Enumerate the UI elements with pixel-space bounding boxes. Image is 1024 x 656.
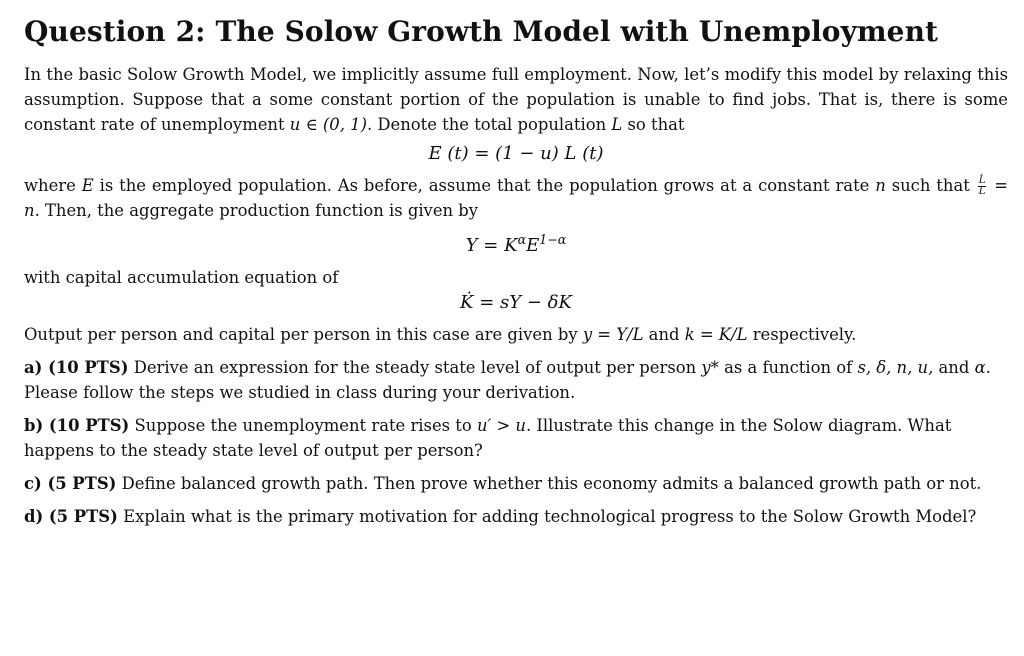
intro-text-1: In the basic Solow Growth Model, we implicitly assume full employment. Now, let’s modify this model by relaxing this assumption. Suppose that a some constant portion of the population is unable to find jobs. That is, there is some constant rate of unemployment <box>24 65 1008 134</box>
output-text-respectively: respectively. <box>752 325 857 344</box>
unemployment-rate-domain: u ∈ (0, 1) <box>289 115 367 134</box>
fraction-denominator: L <box>978 186 986 197</box>
question-title: Question 2: The Solow Growth Model with Unemployment <box>24 15 939 48</box>
capital-accumulation-intro: with capital accumulation equation of <box>24 268 339 287</box>
employment-equation <box>24 141 1008 167</box>
question-a-var-alpha: α <box>974 358 986 377</box>
question-a <box>24 355 1008 405</box>
capital-equation-text: K̇ = sY − δK <box>460 292 572 313</box>
population-growth-paragraph <box>24 173 1008 223</box>
growth-fraction <box>978 176 987 197</box>
question-b-text-1: Suppose the unemployment rate rises to <box>134 416 472 435</box>
intro-paragraph <box>24 62 1008 137</box>
question-b <box>24 413 1008 463</box>
question-a-text-1: Derive an expression for the steady state level of output per person <box>133 358 697 377</box>
output-text-1: Output per person and capital per person in this case are given by <box>24 325 578 344</box>
question-d <box>24 504 1008 529</box>
text-where: where <box>24 176 76 195</box>
output-per-person-def: y = Y/L <box>582 325 644 344</box>
intro-text-2: . Denote the total population <box>366 115 607 134</box>
question-d-label: d) (5 PTS) <box>24 507 118 526</box>
question-a-label: a) (10 PTS) <box>24 358 129 377</box>
question-a-text-3: and <box>938 358 970 377</box>
question-c-label: c) (5 PTS) <box>24 474 117 493</box>
population-var: L <box>611 115 623 134</box>
employment-equation-text: E (t) = (1 − u) L (t) <box>428 143 604 164</box>
question-b-var: u′ > u <box>476 416 526 435</box>
intro-text-3: so that <box>627 115 685 134</box>
capital-per-person-def: k = K/L <box>684 325 748 344</box>
text-employed-description: is the employed population. As before, assume that the population grows at a constant rate <box>99 176 870 195</box>
production-equation <box>24 227 1008 259</box>
text-production-intro: . Then, the aggregate production function is given by <box>34 201 479 220</box>
question-a-text-4: . Please follow the steps we studied in class during your derivation. <box>24 358 991 402</box>
production-exponent-alpha: α <box>517 232 527 247</box>
question-d-text: Explain what is the primary motivation for adding technological progress to the Solow Growth Model? <box>123 507 977 526</box>
text-such-that: such that <box>891 176 970 195</box>
question-c <box>24 471 1008 496</box>
growth-rate-var: n <box>875 176 886 195</box>
capital-accumulation-equation <box>24 290 1008 316</box>
production-exponent-one-minus-alpha: 1−α <box>539 232 567 247</box>
production-equation-E: E <box>526 235 540 256</box>
per-person-definitions <box>24 322 1008 347</box>
question-a-vars: s, δ, n, u, <box>857 358 934 377</box>
growth-equals-n: = n <box>24 176 1008 220</box>
output-text-and: and <box>648 325 680 344</box>
question-a-var-ystar: y* <box>701 358 719 377</box>
question-b-label: b) (10 PTS) <box>24 416 130 435</box>
question-c-text: Define balanced growth path. Then prove whether this economy admits a balanced growth path or not. <box>121 474 982 493</box>
question-b-text-2: . Illustrate this change in the Solow diagram. What happens to the steady state level of output per person? <box>24 416 952 460</box>
fraction-numerator: L̇ <box>978 175 986 186</box>
question-a-text-2: as a function of <box>724 358 853 377</box>
employed-var: E <box>81 176 94 195</box>
production-equation-base: Y = K <box>465 235 518 256</box>
